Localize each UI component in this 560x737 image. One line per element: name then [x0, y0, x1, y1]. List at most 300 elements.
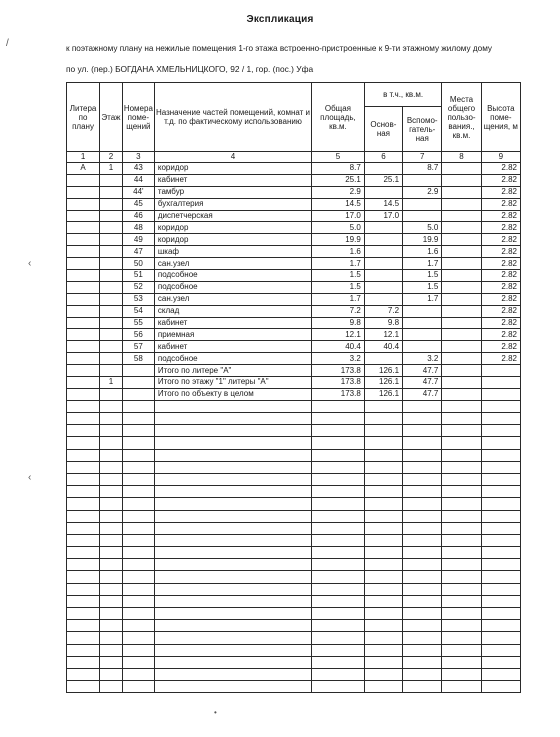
empty-cell [442, 425, 481, 437]
table-row [67, 281, 521, 293]
cell-main-area: 40.4 [364, 341, 402, 353]
cell-aux-area: 1.7 [403, 293, 442, 305]
empty-cell [67, 449, 100, 461]
empty-cell [122, 486, 154, 498]
empty-cell [403, 486, 442, 498]
empty-cell [481, 547, 520, 559]
cell-height: 2.82 [481, 234, 520, 246]
column-number-row [67, 152, 521, 163]
cell-main-area: 7.2 [364, 305, 402, 317]
cell-aux-area: 3.2 [403, 353, 442, 365]
empty-cell [100, 510, 123, 522]
column-number: 9 [481, 152, 520, 163]
empty-cell [312, 571, 365, 583]
header-mesta: Места общего пользо-вания., кв.м. [442, 83, 481, 152]
cell-total-area: 1.5 [312, 281, 365, 293]
cell-litera [67, 341, 100, 353]
empty-cell [67, 681, 100, 693]
table-row [67, 317, 521, 329]
cell-total-area: 3.2 [312, 353, 365, 365]
cell-litera [67, 174, 100, 186]
cell-room-number: 56 [122, 329, 154, 341]
empty-cell [67, 498, 100, 510]
cell-total-area: 9.8 [312, 317, 365, 329]
cell-height: 2.82 [481, 305, 520, 317]
empty-cell [403, 425, 442, 437]
empty-cell [100, 449, 123, 461]
cell-room-purpose: тамбур [154, 186, 311, 198]
cell-room-purpose: подсобное [154, 281, 311, 293]
empty-cell [364, 583, 402, 595]
cell-aux-area: 1.5 [403, 281, 442, 293]
table-row [67, 293, 521, 305]
cell-litera [67, 293, 100, 305]
cell-etazh [100, 210, 123, 222]
cell-etazh [100, 222, 123, 234]
empty-cell [154, 559, 311, 571]
empty-cell [122, 632, 154, 644]
empty-cell [312, 583, 365, 595]
cell-height: 2.82 [481, 353, 520, 365]
address-line: по ул. (пер.) БОГДАНА ХМЕЛЬНИЦКОГО, 92 / 1, гор. (пос.) Уфа [66, 64, 314, 74]
cell-total-area: 2.9 [312, 186, 365, 198]
empty-cell [154, 437, 311, 449]
empty-row [67, 400, 521, 412]
empty-row [67, 632, 521, 644]
header-naznachenie: Назначение частей помещений, комнат и т.д. по фактическому использованию [154, 83, 311, 152]
empty-cell [100, 413, 123, 425]
cell-room-purpose: сан.узел [154, 258, 311, 270]
header-obshaya: Общая площадь, кв.м. [312, 83, 365, 152]
cell-room-purpose: сан.узел [154, 293, 311, 305]
empty-cell [67, 461, 100, 473]
empty-cell [312, 547, 365, 559]
cell-height: 2.82 [481, 270, 520, 282]
empty-cell [154, 473, 311, 485]
cell-litera [67, 234, 100, 246]
empty-cell [312, 510, 365, 522]
empty-cell [442, 608, 481, 620]
empty-cell [67, 608, 100, 620]
empty-cell [312, 681, 365, 693]
cell-room-purpose: бухгалтерия [154, 198, 311, 210]
cell-room-number: 45 [122, 198, 154, 210]
cell-etazh [100, 317, 123, 329]
cell-litera: А [67, 163, 100, 175]
empty-cell [364, 473, 402, 485]
table-row [67, 174, 521, 186]
cell-litera [67, 198, 100, 210]
cell-etazh [100, 246, 123, 258]
empty-cell [481, 449, 520, 461]
empty-cell [154, 595, 311, 607]
cell-main-area [364, 293, 402, 305]
empty-cell [481, 668, 520, 680]
empty-cell [100, 681, 123, 693]
cell-etazh [100, 281, 123, 293]
cell-main-area: 25.1 [364, 174, 402, 186]
cell-room-number: 57 [122, 341, 154, 353]
empty-cell [442, 571, 481, 583]
totals-row [67, 388, 521, 400]
empty-cell [67, 595, 100, 607]
empty-cell [442, 498, 481, 510]
cell-room-number: 51 [122, 270, 154, 282]
empty-cell [122, 656, 154, 668]
empty-cell [403, 498, 442, 510]
empty-row [67, 510, 521, 522]
empty-cell [312, 425, 365, 437]
table-row [67, 210, 521, 222]
empty-cell [122, 461, 154, 473]
scan-mark: ‹ [28, 258, 32, 269]
cell-total-area: 19.9 [312, 234, 365, 246]
empty-cell [481, 534, 520, 546]
cell-aux-area: 19.9 [403, 234, 442, 246]
column-number: 2 [100, 152, 123, 163]
cell-room-purpose: коридор [154, 234, 311, 246]
header-vspomog: Вспомо-гатель-ная [403, 107, 442, 152]
empty-cell [403, 534, 442, 546]
cell-room-purpose: кабинет [154, 317, 311, 329]
empty-cell [154, 510, 311, 522]
empty-cell [122, 425, 154, 437]
cell-etazh [100, 353, 123, 365]
empty-cell [154, 522, 311, 534]
cell-aux-area: 1.7 [403, 258, 442, 270]
table-row [67, 258, 521, 270]
empty-cell [154, 681, 311, 693]
empty-cell [100, 425, 123, 437]
empty-cell [403, 656, 442, 668]
empty-cell [154, 449, 311, 461]
empty-cell [312, 644, 365, 656]
empty-cell [122, 534, 154, 546]
cell-common-area [442, 186, 481, 198]
empty-cell [442, 681, 481, 693]
cell-etazh [100, 234, 123, 246]
empty-row [67, 668, 521, 680]
cell-total-area: 1.5 [312, 270, 365, 282]
cell-room-number: 55 [122, 317, 154, 329]
empty-cell [481, 522, 520, 534]
table-row [67, 222, 521, 234]
empty-cell [67, 547, 100, 559]
empty-cell [403, 681, 442, 693]
empty-cell [100, 632, 123, 644]
cell-litera [67, 246, 100, 258]
empty-row [67, 656, 521, 668]
header-etazh: Этаж [100, 83, 123, 152]
page-title: Экспликация [246, 14, 314, 25]
empty-row [67, 608, 521, 620]
header-vysota: Высота поме-щения, м [481, 83, 520, 152]
empty-cell [122, 620, 154, 632]
empty-cell [100, 608, 123, 620]
cell-aux-area: 47.7 [403, 388, 442, 400]
empty-cell [481, 461, 520, 473]
cell-litera [67, 186, 100, 198]
cell-room-purpose: коридор [154, 163, 311, 175]
cell-total-area: 7.2 [312, 305, 365, 317]
empty-row [67, 583, 521, 595]
cell-height: 2.82 [481, 174, 520, 186]
cell-total-area: 17.0 [312, 210, 365, 222]
cell-main-area [364, 353, 402, 365]
cell-aux-area [403, 341, 442, 353]
empty-cell [312, 534, 365, 546]
empty-cell [442, 437, 481, 449]
empty-cell [122, 595, 154, 607]
cell-litera [67, 317, 100, 329]
empty-cell [122, 400, 154, 412]
cell-etazh [100, 329, 123, 341]
cell-room-purpose: кабинет [154, 174, 311, 186]
empty-cell [403, 644, 442, 656]
cell-room-number: 49 [122, 234, 154, 246]
empty-cell [403, 461, 442, 473]
cell-common-area [442, 270, 481, 282]
empty-cell [122, 668, 154, 680]
empty-cell [403, 559, 442, 571]
empty-cell [67, 522, 100, 534]
empty-cell [442, 620, 481, 632]
empty-cell [481, 510, 520, 522]
empty-cell [364, 400, 402, 412]
empty-cell [100, 400, 123, 412]
empty-cell [67, 534, 100, 546]
empty-cell [154, 461, 311, 473]
cell-height: 2.82 [481, 222, 520, 234]
cell-aux-area [403, 305, 442, 317]
cell-aux-area: 5.0 [403, 222, 442, 234]
empty-cell [122, 559, 154, 571]
empty-cell [364, 644, 402, 656]
cell-total-area: 1.6 [312, 246, 365, 258]
empty-row [67, 644, 521, 656]
cell-main-area [364, 234, 402, 246]
empty-cell [403, 437, 442, 449]
empty-cell [442, 473, 481, 485]
cell-etazh [100, 341, 123, 353]
empty-cell [481, 632, 520, 644]
empty-cell [312, 620, 365, 632]
empty-row [67, 534, 521, 546]
empty-cell [100, 644, 123, 656]
empty-cell [442, 486, 481, 498]
cell-main-area [364, 270, 402, 282]
cell-room-number [122, 365, 154, 377]
cell-room-number: 53 [122, 293, 154, 305]
cell-common-area [442, 234, 481, 246]
cell-room-number: 46 [122, 210, 154, 222]
cell-height: 2.82 [481, 293, 520, 305]
empty-row [67, 595, 521, 607]
cell-common-area [442, 293, 481, 305]
empty-cell [442, 583, 481, 595]
empty-cell [481, 486, 520, 498]
column-number: 8 [442, 152, 481, 163]
empty-cell [100, 473, 123, 485]
cell-common-area [442, 163, 481, 175]
cell-aux-area [403, 210, 442, 222]
cell-litera [67, 281, 100, 293]
empty-cell [67, 620, 100, 632]
cell-total-area: 1.7 [312, 293, 365, 305]
cell-main-area: 9.8 [364, 317, 402, 329]
empty-cell [364, 595, 402, 607]
scan-dot: • [214, 708, 217, 717]
cell-room-number [122, 377, 154, 389]
cell-etazh [100, 198, 123, 210]
empty-cell [100, 571, 123, 583]
empty-cell [442, 449, 481, 461]
cell-total-area: 25.1 [312, 174, 365, 186]
empty-cell [122, 449, 154, 461]
cell-room-number: 52 [122, 281, 154, 293]
cell-common-area [442, 317, 481, 329]
empty-cell [154, 620, 311, 632]
empty-cell [403, 620, 442, 632]
empty-cell [481, 620, 520, 632]
cell-main-area: 17.0 [364, 210, 402, 222]
empty-cell [67, 668, 100, 680]
empty-cell [481, 498, 520, 510]
cell-room-number [122, 388, 154, 400]
table-row [67, 163, 521, 175]
cell-total-area: 173.8 [312, 388, 365, 400]
empty-cell [122, 547, 154, 559]
empty-row [67, 681, 521, 693]
cell-common-area [442, 305, 481, 317]
cell-room-number: 54 [122, 305, 154, 317]
cell-height: 2.82 [481, 341, 520, 353]
scan-mark: / [6, 38, 9, 49]
header-litera: Литера по плану [67, 83, 100, 152]
cell-room-purpose: подсобное [154, 270, 311, 282]
cell-main-area [364, 163, 402, 175]
cell-common-area [442, 377, 481, 389]
empty-cell [67, 656, 100, 668]
cell-litera [67, 377, 100, 389]
table-row [67, 186, 521, 198]
cell-room-purpose: кабинет [154, 341, 311, 353]
empty-cell [481, 644, 520, 656]
cell-common-area [442, 341, 481, 353]
empty-cell [481, 595, 520, 607]
cell-total-area: 40.4 [312, 341, 365, 353]
empty-cell [481, 400, 520, 412]
empty-cell [364, 571, 402, 583]
empty-cell [122, 522, 154, 534]
empty-cell [442, 656, 481, 668]
cell-height: 2.82 [481, 317, 520, 329]
cell-litera [67, 270, 100, 282]
cell-room-number: 48 [122, 222, 154, 234]
empty-cell [154, 425, 311, 437]
empty-cell [312, 632, 365, 644]
cell-total-area: 5.0 [312, 222, 365, 234]
cell-room-purpose: приемная [154, 329, 311, 341]
empty-cell [100, 595, 123, 607]
empty-cell [154, 400, 311, 412]
empty-cell [312, 413, 365, 425]
empty-cell [67, 559, 100, 571]
cell-total-area: 1.7 [312, 258, 365, 270]
cell-etazh: 1 [100, 377, 123, 389]
empty-cell [154, 644, 311, 656]
empty-cell [364, 486, 402, 498]
cell-room-purpose: коридор [154, 222, 311, 234]
cell-litera [67, 353, 100, 365]
empty-cell [154, 498, 311, 510]
cell-room-number: 58 [122, 353, 154, 365]
cell-litera [67, 305, 100, 317]
empty-cell [154, 534, 311, 546]
cell-height: 2.82 [481, 281, 520, 293]
cell-totals-label: Итого по объекту в целом [154, 388, 311, 400]
cell-main-area [364, 258, 402, 270]
cell-main-area [364, 281, 402, 293]
column-number: 3 [122, 152, 154, 163]
empty-cell [312, 656, 365, 668]
cell-room-purpose: склад [154, 305, 311, 317]
empty-cell [364, 461, 402, 473]
empty-cell [481, 608, 520, 620]
empty-cell [100, 522, 123, 534]
empty-cell [122, 681, 154, 693]
empty-cell [364, 498, 402, 510]
cell-main-area [364, 222, 402, 234]
empty-cell [481, 656, 520, 668]
cell-common-area [442, 388, 481, 400]
cell-common-area [442, 222, 481, 234]
empty-cell [312, 522, 365, 534]
empty-cell [442, 400, 481, 412]
empty-cell [122, 571, 154, 583]
table-row [67, 329, 521, 341]
empty-cell [403, 595, 442, 607]
cell-height: 2.82 [481, 210, 520, 222]
table-row [67, 305, 521, 317]
cell-etazh [100, 388, 123, 400]
empty-cell [364, 425, 402, 437]
empty-cell [364, 522, 402, 534]
empty-cell [154, 486, 311, 498]
empty-cell [403, 547, 442, 559]
cell-aux-area: 8.7 [403, 163, 442, 175]
empty-cell [481, 681, 520, 693]
cell-room-purpose: шкаф [154, 246, 311, 258]
cell-common-area [442, 174, 481, 186]
cell-main-area: 14.5 [364, 198, 402, 210]
column-number: 6 [364, 152, 402, 163]
cell-etazh [100, 258, 123, 270]
empty-row [67, 486, 521, 498]
cell-room-number: 44 [122, 174, 154, 186]
cell-common-area [442, 258, 481, 270]
empty-cell [442, 461, 481, 473]
column-number: 7 [403, 152, 442, 163]
empty-cell [100, 620, 123, 632]
empty-cell [154, 608, 311, 620]
totals-row [67, 377, 521, 389]
cell-common-area [442, 353, 481, 365]
cell-aux-area: 2.9 [403, 186, 442, 198]
cell-litera [67, 222, 100, 234]
empty-cell [442, 559, 481, 571]
empty-row [67, 559, 521, 571]
